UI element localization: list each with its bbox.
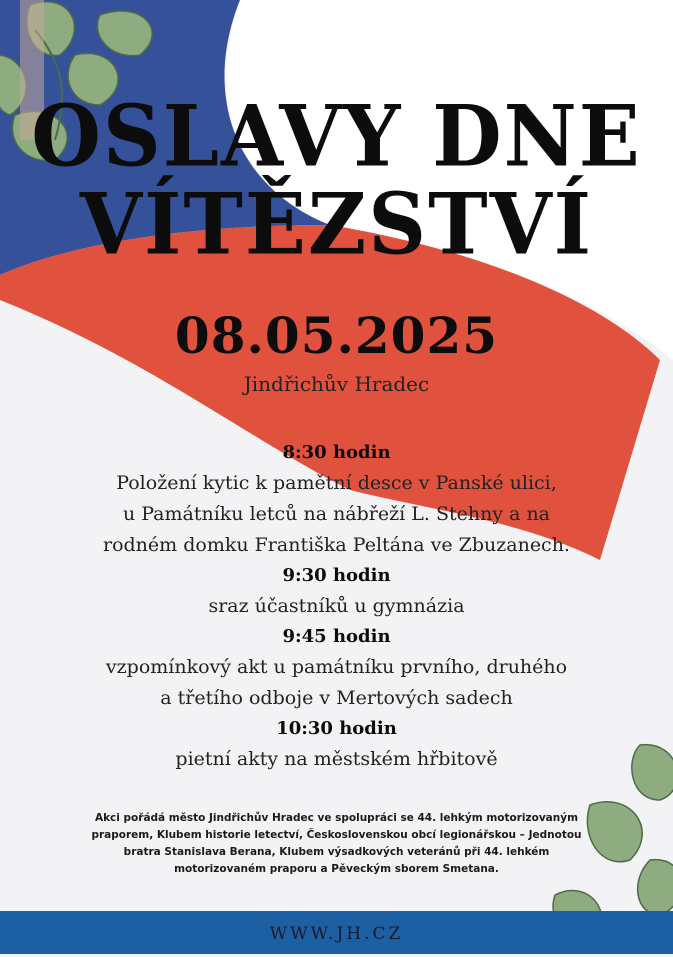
program-description	[40, 468, 633, 561]
program-description	[40, 591, 633, 622]
title-line-1: OSLAVY DNE	[31, 86, 642, 186]
program-description	[40, 652, 633, 714]
title-line-2: VÍTĚZSTVÍ	[79, 174, 594, 274]
organizers-note	[60, 810, 613, 878]
program-line: pietní akty na městském hřbitově	[175, 748, 498, 770]
program-line: sraz účastníků u gymnázia	[208, 595, 465, 617]
note-line: Akci pořádá město Jindřichův Hradec ve spolupráci se 44. lehkým motorizovaným	[94, 812, 579, 824]
note-line: praporem, Klubem historie letectví, Československou obcí legionářskou – Jednotou	[91, 829, 582, 841]
note-line: bratra Stanislava Berana, Klubem výsadkových veteránů při 44. lehkém	[123, 846, 550, 858]
program-time: 9:45 hodin	[282, 626, 391, 647]
program-line: a třetího odboje v Mertových sadech	[160, 687, 513, 709]
program-time: 8:30 hodin	[282, 442, 391, 463]
note-line: motorizovaném praporu a Pěveckým sborem Smetana.	[174, 863, 499, 875]
event-city: Jindřichův Hradec	[243, 372, 430, 396]
program-description	[40, 744, 633, 775]
program-line: rodném domku Františka Peltána ve Zbuzanech.	[103, 534, 570, 556]
program-line: u Památníku letců na nábřeží L. Stehny a na	[122, 503, 551, 525]
footer-url-link[interactable]: WWW.JH.CZ	[269, 924, 404, 944]
event-date: 08.05.2025	[174, 306, 499, 365]
program-list	[40, 438, 633, 775]
program-line: Položení kytic k pamětní desce v Panské ulici,	[116, 472, 557, 494]
program-line: vzpomínkový akt u památníku prvního, druhého	[105, 656, 568, 678]
program-time: 10:30 hodin	[276, 718, 397, 739]
program-time: 9:30 hodin	[282, 565, 391, 586]
